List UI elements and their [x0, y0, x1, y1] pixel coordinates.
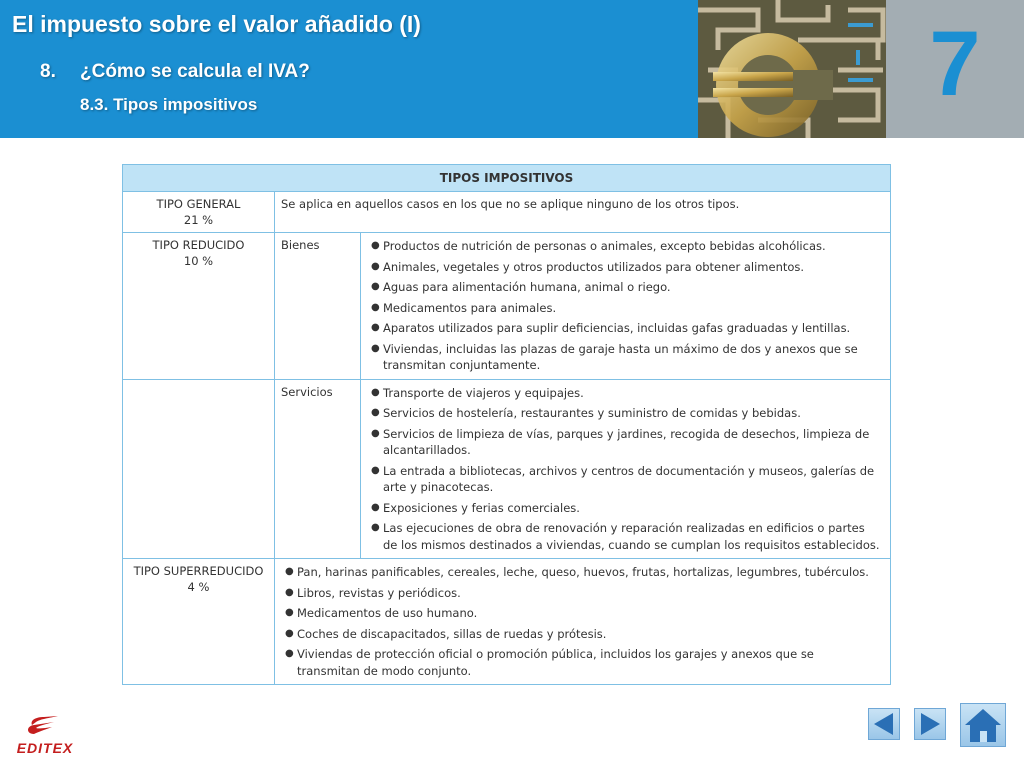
reducido-label: TIPO REDUCIDO — [152, 238, 245, 252]
list-item — [281, 626, 880, 643]
list-item-text: Productos de nutrición de personas o animales, excepto bebidas alcohólicas. — [383, 239, 826, 253]
page-title: El impuesto sobre el valor añadido (I) — [12, 11, 421, 37]
list-item-text: Pan, harinas panificables, cereales, leche, queso, huevos, frutas, hortalizas, legumbres, tubérculos. — [297, 565, 869, 579]
list-item-text: Transporte de viajeros y equipajes. — [383, 385, 584, 400]
chapter-number: 7 — [929, 13, 981, 115]
bullet-icon: ● — [285, 607, 294, 618]
list-item-text: Las ejecuciones de obra de renovación y reparación realizadas en edificios o partes de los mismos destinados a viviendas, cuando se cumplan los requisitos establecidos. — [383, 521, 880, 552]
list-item — [367, 520, 880, 553]
bullet-icon: ● — [371, 427, 380, 439]
bullet-icon: ● — [371, 407, 380, 418]
header-banner — [0, 0, 698, 138]
list-item — [367, 405, 880, 422]
euro-maze-illustration — [698, 0, 886, 138]
bullet-icon: ● — [285, 648, 294, 659]
bullet-icon: ● — [371, 386, 380, 398]
arrow-left-icon — [869, 709, 899, 739]
servicios-label: Servicios — [275, 379, 361, 559]
superreducido-cell — [275, 559, 891, 685]
table-row-reducido-servicios — [123, 379, 891, 559]
list-item — [281, 585, 880, 602]
logo-text: EDITEX — [16, 740, 74, 756]
list-item-text: Aguas para alimentación humana, animal o riego. — [383, 280, 671, 294]
list-item-text: Animales, vegetales y otros productos utilizados para obtener alimentos. — [383, 259, 805, 274]
list-item-text: Servicios de hostelería, restaurantes y suministro de comidas y bebidas. — [383, 406, 801, 420]
bienes-list — [367, 237, 884, 375]
home-button[interactable] — [960, 703, 1006, 747]
servicios-list — [367, 384, 884, 555]
servicios-cell — [361, 379, 891, 559]
table-row-reducido-bienes — [123, 233, 891, 380]
table-title: TIPOS IMPOSITIVOS — [123, 165, 891, 192]
empty-rate-cell — [123, 379, 275, 559]
bullet-icon: ● — [285, 627, 294, 639]
general-description: Se aplica en aquellos casos en los que no se aplique ninguno de los otros tipos. — [275, 192, 891, 233]
list-item — [367, 238, 880, 255]
superreducido-rate: 4 % — [187, 580, 210, 594]
list-item — [367, 463, 880, 496]
bullet-icon: ● — [285, 566, 294, 577]
bullet-icon: ● — [371, 281, 380, 292]
general-rate: 21 % — [183, 213, 214, 227]
editex-logo — [10, 714, 80, 758]
bullet-icon: ● — [371, 301, 380, 313]
list-item-text: Viviendas de protección oficial o promoción pública, incluidos los garajes y anexos que se transmitan de modo conjunto. — [297, 647, 814, 678]
arrow-right-icon — [915, 709, 945, 739]
list-item — [281, 646, 880, 679]
superreducido-list — [281, 563, 884, 680]
table-row-general — [123, 192, 891, 233]
list-item — [281, 605, 880, 622]
bullet-icon: ● — [371, 522, 380, 533]
next-slide-button[interactable] — [914, 708, 946, 740]
list-item — [367, 341, 880, 374]
list-item-text: Viviendas, incluidas las plazas de garaje hasta un máximo de dos y anexos que se transmitan conjuntamente. — [383, 341, 858, 372]
chapter-number-box — [886, 0, 1024, 138]
list-item — [367, 500, 880, 517]
bullet-icon: ● — [371, 501, 380, 513]
editex-logo-mark-icon — [10, 714, 80, 742]
list-item — [281, 564, 880, 581]
list-item — [367, 259, 880, 276]
reducido-rate: 10 % — [183, 254, 214, 268]
list-item-text: Medicamentos de uso humano. — [297, 606, 478, 620]
general-rate-cell — [123, 192, 275, 233]
reducido-rate-cell — [123, 233, 275, 380]
list-item-text: Medicamentos para animales. — [383, 300, 557, 315]
bullet-icon: ● — [371, 260, 380, 272]
bienes-cell — [361, 233, 891, 380]
bienes-label: Bienes — [275, 233, 361, 380]
table-row-superreducido — [123, 559, 891, 685]
section-title: ¿Cómo se calcula el IVA? — [80, 61, 310, 82]
list-item-text: Exposiciones y ferias comerciales. — [383, 500, 580, 515]
list-item-text: Servicios de limpieza de vías, parques y jardines, recogida de desechos, limpieza de alcantarillados. — [383, 426, 870, 457]
bullet-icon: ● — [371, 342, 380, 354]
table-header-row — [123, 165, 891, 192]
list-item-text: Aparatos utilizados para suplir deficiencias, incluidas gafas graduadas y lentillas. — [383, 321, 851, 335]
list-item — [367, 385, 880, 402]
list-item-text: Coches de discapacitados, sillas de ruedas y prótesis. — [297, 626, 607, 641]
subsection-title: 8.3. Tipos impositivos — [80, 95, 258, 114]
list-item — [367, 279, 880, 296]
list-item-text: La entrada a bibliotecas, archivos y centros de documentación y museos, galerías de arte y pinacotecas. — [383, 463, 875, 494]
section-number: 8. — [40, 61, 56, 82]
superreducido-label: TIPO SUPERREDUCIDO — [133, 564, 264, 578]
euro-maze-image — [698, 0, 886, 138]
list-item — [367, 320, 880, 337]
list-item — [367, 426, 880, 459]
bullet-icon: ● — [285, 586, 294, 598]
list-item — [367, 300, 880, 317]
general-label: TIPO GENERAL — [156, 197, 241, 211]
bullet-icon: ● — [371, 322, 380, 333]
superreducido-rate-cell — [123, 559, 275, 685]
previous-slide-button[interactable] — [868, 708, 900, 740]
home-icon — [961, 704, 1005, 746]
bullet-icon: ● — [371, 240, 380, 251]
tax-rates-table — [122, 164, 891, 685]
bullet-icon: ● — [371, 464, 380, 476]
section-heading — [40, 61, 310, 83]
list-item-text: Libros, revistas y periódicos. — [297, 585, 461, 600]
